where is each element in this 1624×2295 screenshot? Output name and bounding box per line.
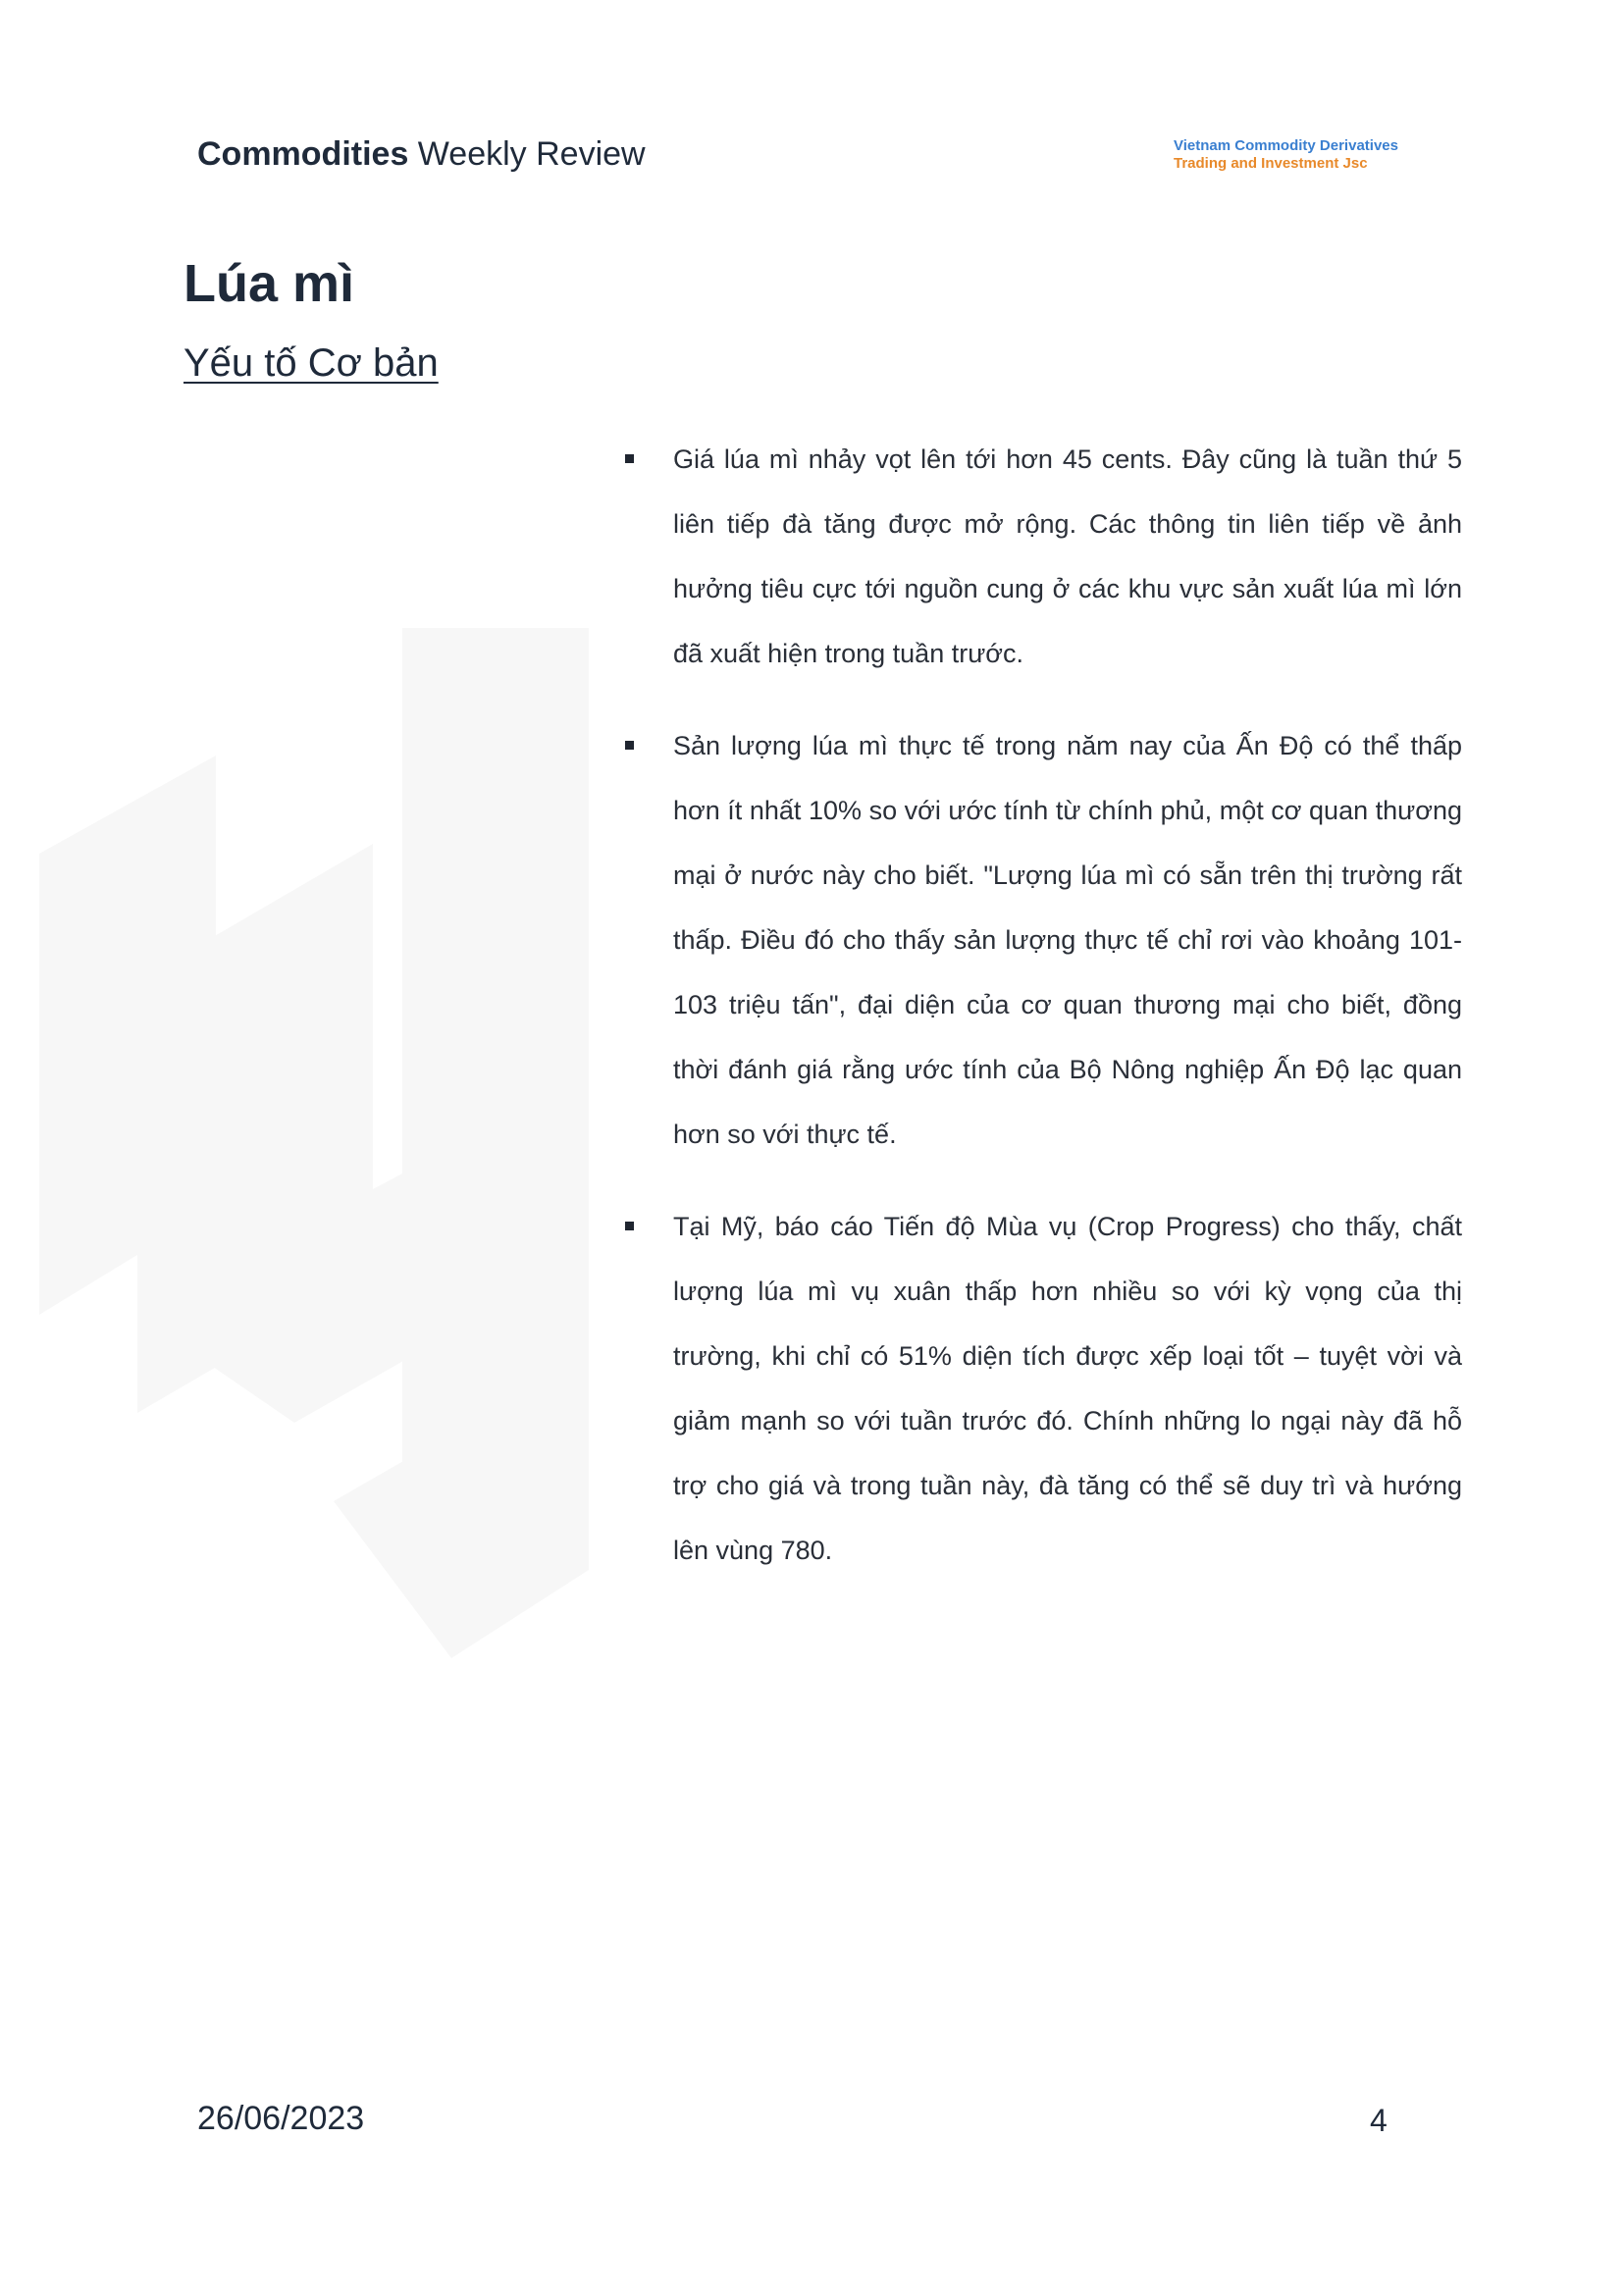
page-number: 4	[1370, 2103, 1388, 2138]
bullet-square-icon	[625, 1222, 634, 1230]
bullet-text: Tại Mỹ, báo cáo Tiến độ Mùa vụ (Crop Progress) cho thấy, chất lượng lúa mì vụ xuân thấp hơn nhiều so với kỳ vọng của thị trường, khi chỉ có 51% diện tích được xếp loại tốt – tuyệt vời và giảm mạnh so với tuần trước đó. Chính những lo ngại này đã hỗ trợ cho giá và trong tuần này, đà tăng có thể sẽ duy trì và hướng lên vùng 780.	[673, 1212, 1462, 1565]
bullet-text: Sản lượng lúa mì thực tế trong năm nay của Ấn Độ có thể thấp hơn ít nhất 10% so với ước tính từ chính phủ, một cơ quan thương mại ở nước này cho biết. "Lượng lúa mì có sẵn trên thị trường rất thấp. Điều đó cho thấy sản lượng thực tế chỉ rơi vào khoảng 101-103 triệu tấn", đại diện của cơ quan thương mại cho biết, đồng thời đánh giá rằng ước tính của Bộ Nông nghiệp Ấn Độ lạc quan hơn so với thực tế.	[673, 731, 1462, 1149]
footer-date: 26/06/2023	[197, 2100, 365, 2137]
bullet-item	[620, 427, 1462, 686]
company-logo-line1: Vietnam Commodity Derivatives	[1174, 137, 1398, 154]
section-subtitle: Yếu tố Cơ bản	[183, 341, 439, 385]
company-logo	[1174, 137, 1398, 173]
section-title: Lúa mì	[183, 254, 355, 313]
bullet-item	[620, 1194, 1462, 1583]
company-logo-watermark	[39, 628, 608, 1688]
bullet-square-icon	[625, 454, 634, 463]
bullet-square-icon	[625, 741, 634, 750]
bullet-list	[620, 427, 1462, 1610]
report-title	[197, 135, 646, 174]
report-title-bold: Commodities	[197, 135, 409, 173]
report-title-rest: Weekly Review	[408, 135, 646, 173]
bullet-text: Giá lúa mì nhảy vọt lên tới hơn 45 cents. Đây cũng là tuần thứ 5 liên tiếp đà tăng được mở rộng. Các thông tin liên tiếp về ảnh hưởng tiêu cực tới nguồn cung ở các khu vực sản xuất lúa mì lớn đã xuất hiện trong tuần trước.	[673, 444, 1462, 668]
company-logo-line2: Trading and Investment Jsc	[1174, 155, 1368, 172]
bullet-item	[620, 713, 1462, 1167]
